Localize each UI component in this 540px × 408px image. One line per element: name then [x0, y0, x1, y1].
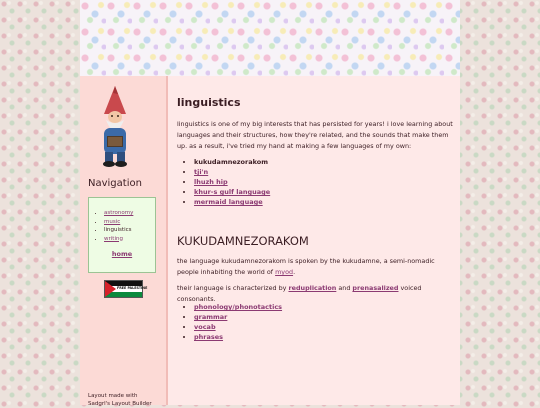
gnome-image	[95, 84, 135, 170]
vocab-link[interactable]: vocab	[194, 323, 216, 331]
nav-list	[89, 209, 133, 243]
para1-text-before: the language kukudamnezorakom is spoken by the kukudamne, a semi-nomadic people inhabiting the world of	[177, 257, 435, 276]
nav-item-astronomy[interactable]	[104, 209, 133, 218]
myod-link[interactable]: myod	[275, 268, 294, 276]
para2-text-mid: and	[336, 284, 353, 292]
section-link-item[interactable]	[194, 322, 282, 332]
section-links-list	[177, 302, 282, 342]
phonology-link[interactable]: phonology/phonotactics	[194, 303, 283, 311]
credit-line-2[interactable]: Sadgrl's Layout Builder	[88, 401, 152, 407]
nav-item-music[interactable]	[104, 218, 133, 227]
grammar-link[interactable]: grammar	[194, 313, 228, 321]
section-link-item[interactable]	[194, 312, 282, 322]
section-title: KUKUDAMNEZORAKOM	[177, 234, 309, 248]
section-link-item[interactable]	[194, 302, 282, 312]
palestine-flag-badge[interactable]	[104, 280, 148, 298]
sidebar	[80, 76, 168, 405]
language-link[interactable]: khur-s gulf language	[194, 188, 271, 196]
nav-item-writing[interactable]	[104, 235, 133, 244]
language-link[interactable]: mermaid language	[194, 198, 263, 206]
languages-list	[177, 157, 270, 207]
intro-paragraph: linguistics is one of my big interests that has persisted for years! i love learning about languages and their structures, how they're related, and the sounds that make them up. as a result, i've tried my hand at making a few languages of my own:	[177, 120, 453, 150]
nav-link-music[interactable]: music	[104, 218, 121, 225]
main-content	[168, 76, 460, 405]
nav-link-writing[interactable]: writing	[104, 235, 123, 242]
nav-link-astronomy[interactable]: astronomy	[104, 210, 134, 216]
language-item[interactable]	[194, 177, 270, 187]
header-banner	[80, 0, 460, 76]
section-link-item[interactable]	[194, 332, 282, 342]
language-item[interactable]	[194, 167, 270, 177]
reduplication-link[interactable]: reduplication	[288, 284, 337, 292]
flag-triangle-red	[105, 281, 116, 297]
credit-line-1: Layout made with	[88, 393, 138, 399]
nav-current-linguistics: linguistics	[104, 227, 132, 233]
home-link[interactable]: home	[111, 250, 133, 258]
language-item[interactable]	[194, 197, 270, 207]
language-link[interactable]: lhuzh hip	[194, 178, 228, 186]
nav-item-linguistics	[104, 226, 133, 235]
page-title: linguistics	[177, 96, 241, 109]
nav-box	[88, 197, 156, 273]
nav-title: Navigation	[88, 178, 142, 189]
para1-text-after: .	[293, 268, 296, 276]
section-paragraph-1	[177, 256, 455, 278]
prenasalized-link[interactable]: prenasalized	[352, 284, 399, 292]
language-item-current: • kukudamnezorakom	[194, 157, 270, 167]
phrases-link[interactable]: phrases	[194, 333, 224, 341]
language-item[interactable]	[194, 187, 270, 197]
para2-text-before: their language is characterized by	[177, 284, 289, 292]
badge-text: FREE PALESTINE	[117, 286, 148, 290]
language-link[interactable]: tji'n	[194, 168, 209, 176]
layout-credit	[88, 392, 164, 408]
para2-text-after: voiced consonants.	[177, 284, 422, 303]
